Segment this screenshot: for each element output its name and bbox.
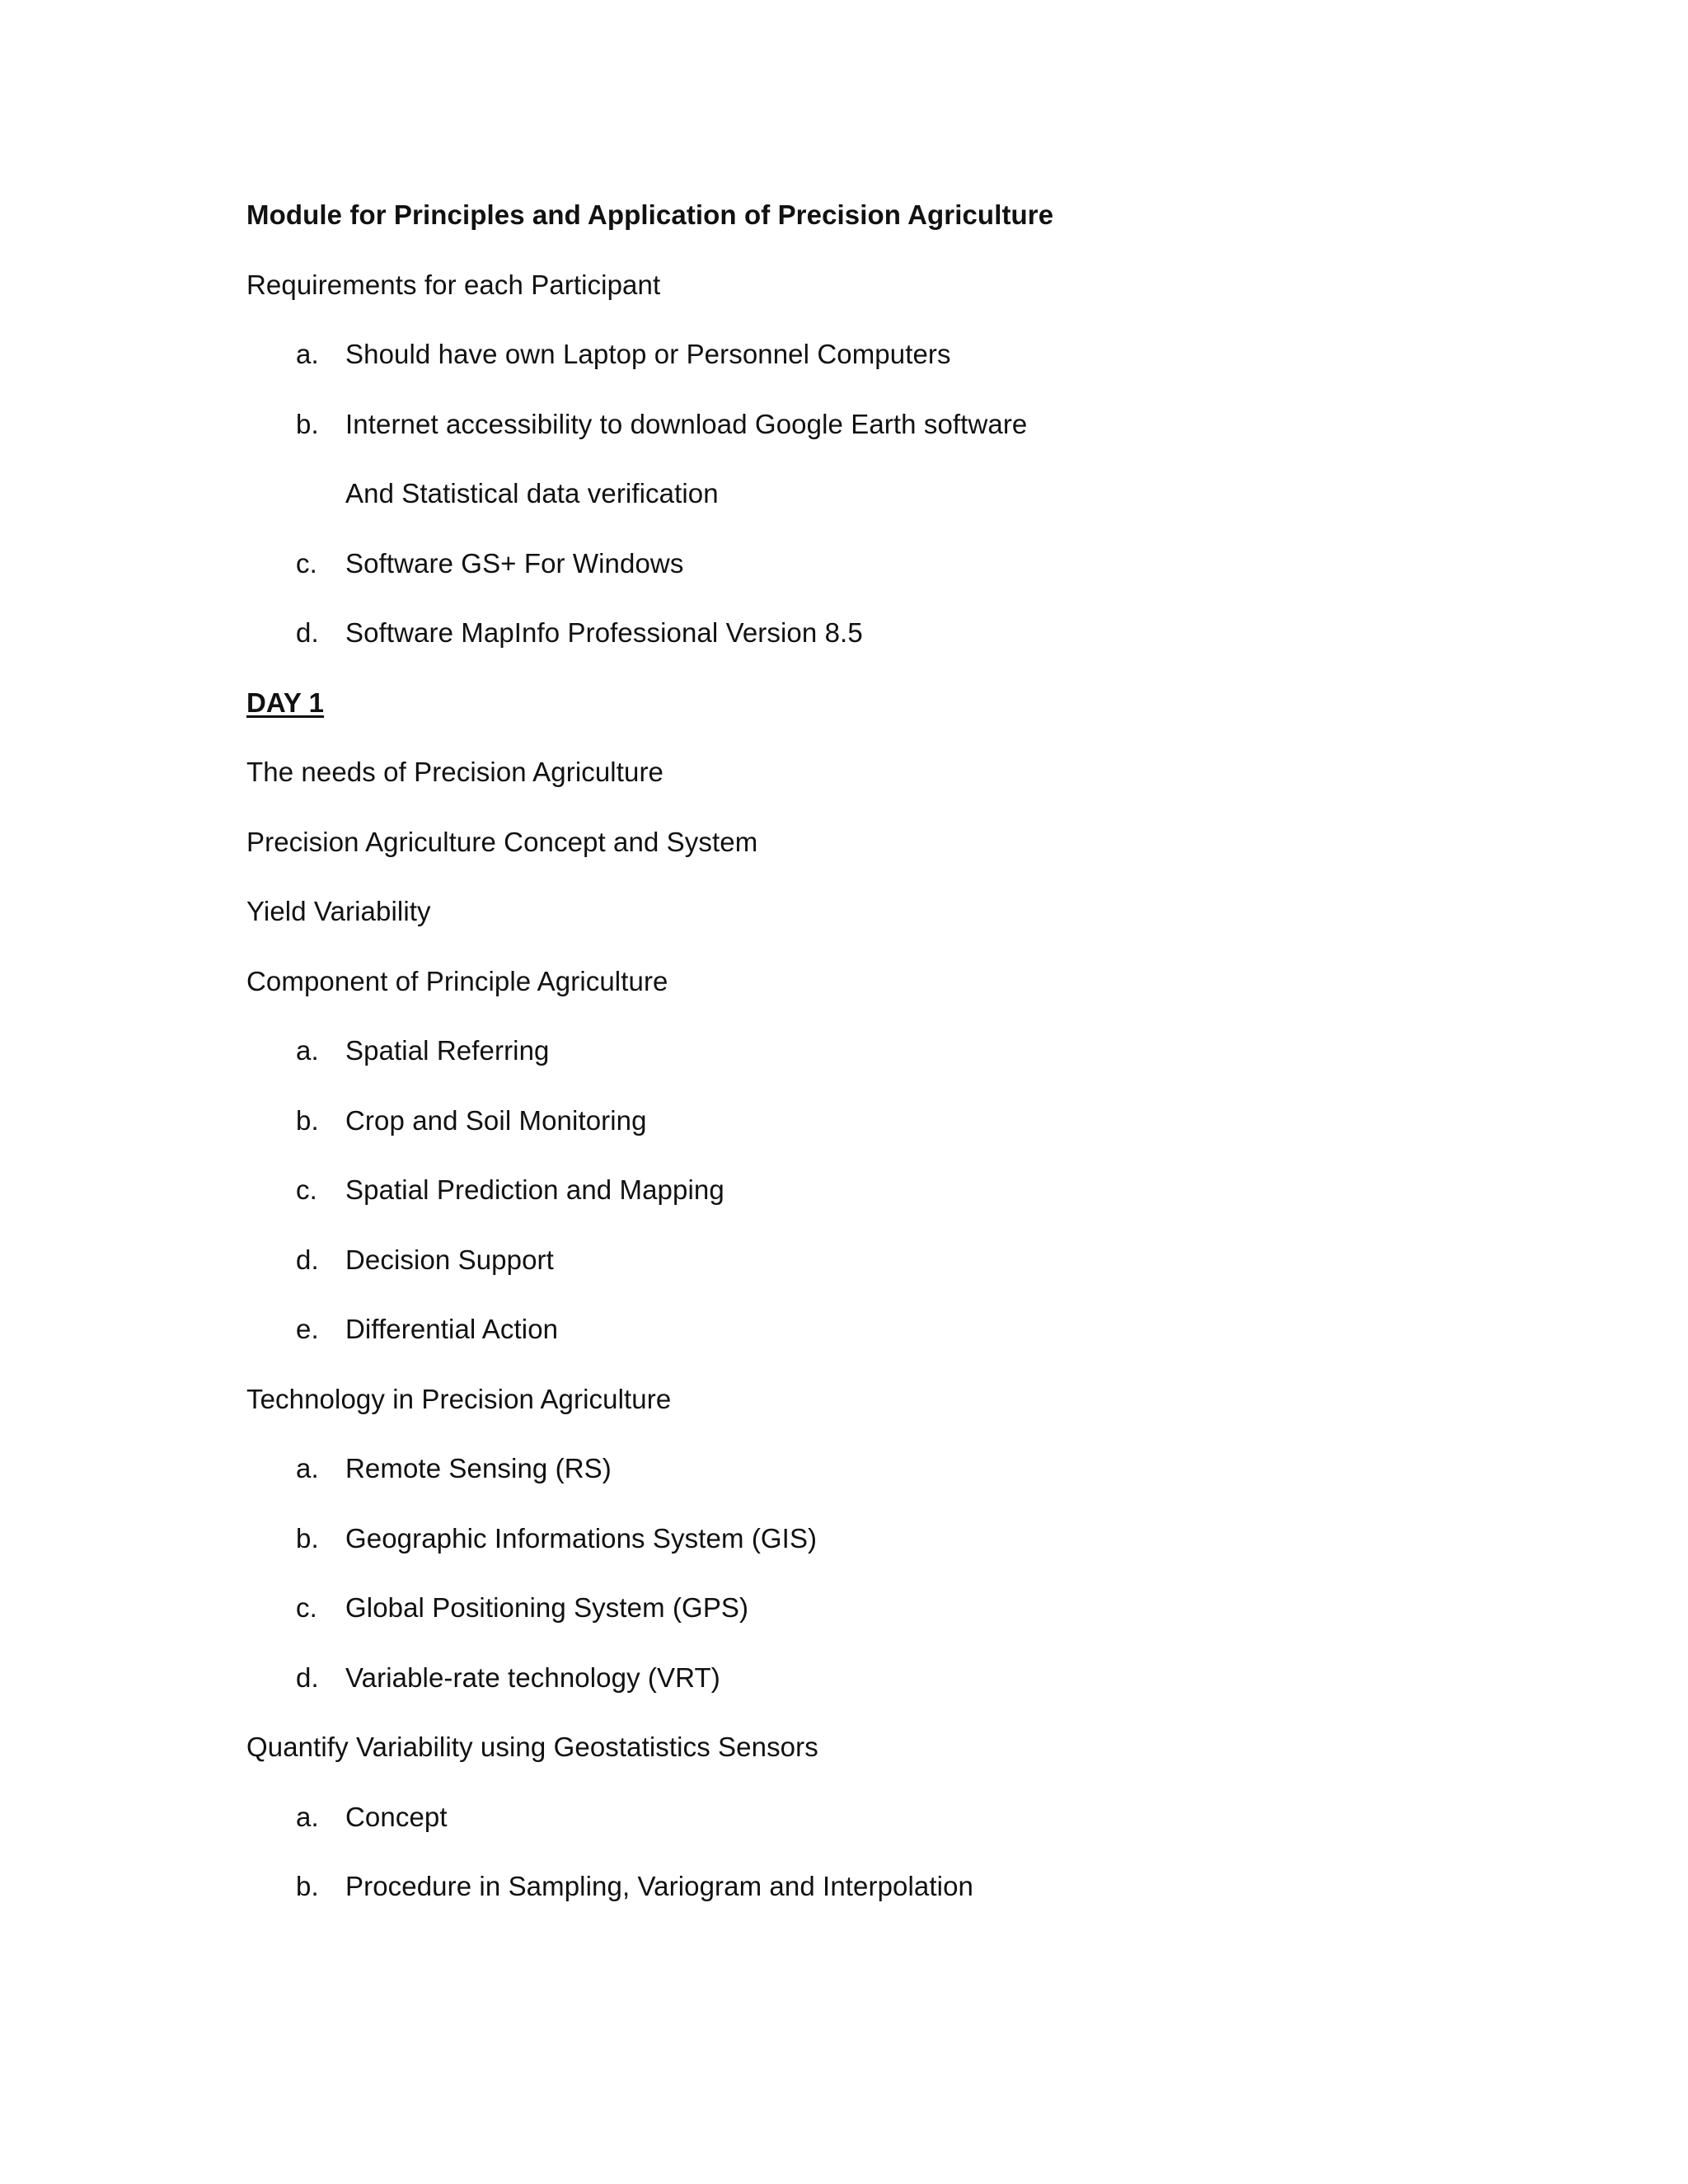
list-item	[246, 612, 1483, 682]
list-item-text: Spatial Referring	[345, 1035, 550, 1066]
list-item	[246, 1448, 1483, 1518]
list-item-text: Should have own Laptop or Personnel Computers	[345, 339, 951, 369]
list-item	[246, 334, 1483, 404]
list-item-text: Software MapInfo Professional Version 8.5	[345, 617, 863, 648]
list-item	[246, 1240, 1483, 1310]
list-item	[246, 1866, 1483, 1936]
list-marker: a.	[296, 1801, 319, 1832]
list-marker: b.	[296, 1104, 319, 1136]
list-marker: c.	[296, 1174, 317, 1205]
list-marker: a.	[296, 1453, 319, 1483]
list-marker: d.	[296, 1244, 319, 1275]
list-item-text: Software GS+ For Windows	[345, 547, 684, 579]
list-item	[246, 543, 1483, 613]
list-item	[246, 1657, 1483, 1727]
list-item	[246, 1587, 1483, 1657]
list-item-text: Crop and Soil Monitoring	[345, 1104, 647, 1136]
day-heading: DAY 1	[246, 687, 325, 718]
list-item-continuation: And Statistical data verification	[345, 478, 719, 509]
list-marker: d.	[296, 1661, 319, 1693]
list-marker: b.	[296, 408, 319, 439]
quantify-heading: Quantify Variability using Geostatistics Sensors	[246, 1732, 818, 1762]
list-marker: e.	[296, 1314, 319, 1344]
list-item	[246, 404, 1483, 474]
document-body	[246, 194, 1483, 1936]
list-item	[246, 1309, 1483, 1379]
topic-line: Precision Agriculture Concept and System	[246, 826, 758, 857]
technology-heading: Technology in Precision Agriculture	[246, 1383, 672, 1414]
list-item-text: Decision Support	[345, 1244, 554, 1275]
list-item-text: Spatial Prediction and Mapping	[345, 1174, 724, 1205]
list-item	[246, 1169, 1483, 1240]
list-item-text: Concept	[345, 1801, 448, 1832]
list-marker: c.	[296, 1592, 317, 1623]
list-marker: a.	[296, 339, 319, 369]
list-item	[246, 1797, 1483, 1867]
topic-line: The needs of Precision Agriculture	[246, 757, 664, 787]
list-item-text: Geographic Informations System (GIS)	[345, 1522, 818, 1554]
document-title: Module for Principles and Application of Precision Agriculture	[246, 199, 1054, 230]
list-item-text: Remote Sensing (RS)	[345, 1453, 612, 1483]
list-item	[246, 1100, 1483, 1170]
list-marker: c.	[296, 547, 317, 579]
component-heading: Component of Principle Agriculture	[246, 965, 668, 996]
list-marker: a.	[296, 1035, 319, 1066]
list-marker: d.	[296, 617, 319, 648]
list-item-text: Procedure in Sampling, Variogram and Interpolation	[345, 1871, 973, 1901]
list-item-text: Variable-rate technology (VRT)	[345, 1661, 720, 1693]
list-item-text: Differential Action	[345, 1314, 559, 1344]
list-item	[246, 1030, 1483, 1100]
topic-line: Yield Variability	[246, 896, 431, 926]
list-item-text: Global Positioning System (GPS)	[345, 1592, 749, 1623]
list-marker: b.	[296, 1522, 319, 1554]
list-marker: b.	[296, 1871, 319, 1901]
requirements-heading: Requirements for each Participant	[246, 269, 661, 300]
list-item	[246, 1518, 1483, 1588]
list-item-text: Internet accessibility to download Google Earth software	[345, 408, 1028, 439]
